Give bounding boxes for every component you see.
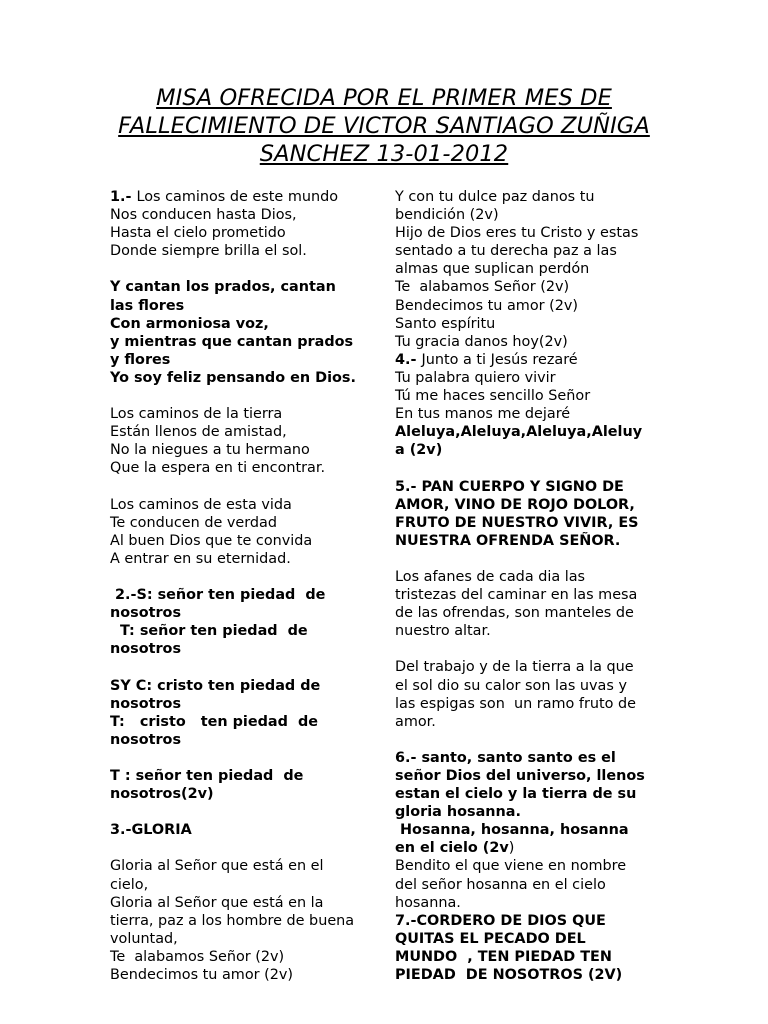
text-line (110, 767, 378, 785)
text-run: Gloria al Señor que está en la (110, 894, 324, 911)
text-line (395, 749, 665, 767)
text-run: Te alabamos Señor (2v) (110, 948, 285, 965)
text-line (395, 405, 665, 423)
text-line (110, 713, 378, 731)
text-run: las flores (110, 297, 185, 314)
text-line (395, 387, 665, 405)
text-run: Hasta el cielo prometido (110, 225, 286, 242)
text-line (395, 713, 665, 731)
text-run: almas que suplican perdón (395, 261, 590, 278)
text-run: hosanna. (395, 894, 461, 911)
text-run: voluntad, (110, 930, 178, 947)
paragraph-gap (395, 640, 665, 658)
text-line (395, 948, 665, 966)
text-run: nosotros (110, 695, 182, 712)
text-line (395, 803, 665, 821)
text-run: Que la espera en ti encontrar. (110, 460, 326, 477)
text-line (395, 586, 665, 604)
text-line (395, 695, 665, 713)
text-line (395, 532, 665, 550)
text-line (110, 206, 378, 224)
text-run: Tu palabra quiero vivir (395, 369, 556, 386)
text-run: En tus manos me dejaré (395, 406, 571, 423)
text-line (110, 876, 378, 894)
text-run: Los afanes de cada dia las (395, 568, 586, 585)
text-run: nosotros (110, 605, 182, 622)
text-run: PIEDAD DE NOSOTROS (2V) (395, 967, 623, 984)
text-line (110, 441, 378, 459)
text-line (110, 333, 378, 351)
text-run: T: señor ten piedad de (110, 623, 308, 640)
text-run: Te conducen de verdad (110, 514, 278, 531)
text-run: T : señor ten piedad de (110, 768, 304, 784)
paragraph-gap (110, 568, 378, 586)
text-line (395, 767, 665, 785)
text-line (395, 351, 665, 369)
text-run: AMOR, VINO DE ROJO DOLOR, (395, 496, 635, 513)
text-run: nosotros(2v) (110, 786, 214, 803)
text-line (395, 839, 665, 857)
text-run: Los caminos de la tierra (110, 406, 283, 423)
text-line (110, 278, 378, 296)
text-run: a (2v) (395, 442, 443, 459)
text-line (395, 242, 665, 260)
text-line (110, 351, 378, 369)
text-line (110, 966, 378, 984)
text-line (395, 821, 665, 839)
text-line (395, 677, 665, 695)
text-run: Santo espíritu (395, 315, 496, 332)
text-line (395, 785, 665, 803)
text-run: Yo soy feliz pensando en Dios. (110, 369, 356, 386)
text-line (395, 423, 665, 441)
text-line (395, 876, 665, 894)
text-line (110, 315, 378, 333)
text-line (395, 441, 665, 459)
paragraph-gap (110, 658, 378, 676)
text-run: Los caminos de este mundo (136, 189, 339, 205)
text-line (110, 821, 378, 839)
text-line (395, 604, 665, 622)
text-line (110, 532, 378, 550)
text-run: Hosanna, hosanna, hosanna (395, 822, 629, 839)
text-line (110, 242, 378, 260)
text-run: Bendecimos tu amor (2v) (110, 967, 294, 984)
text-run: Nos conducen hasta Dios, (110, 207, 297, 224)
paragraph-gap (110, 749, 378, 767)
text-line (110, 586, 378, 604)
text-run: 4.- (395, 351, 422, 368)
text-run: de las ofrendas, son manteles de (395, 605, 634, 622)
text-run: Tú me haces sencillo Señor (395, 388, 591, 405)
text-run: gloria hosanna. (395, 804, 521, 821)
paragraph-gap (110, 260, 378, 278)
text-run: QUITAS EL PECADO DEL (395, 930, 586, 947)
text-run: nosotros (110, 641, 182, 658)
text-run: No la niegues a tu hermano (110, 442, 310, 459)
text-line (110, 695, 378, 713)
text-run: nuestro altar. (395, 623, 491, 640)
text-line (395, 206, 665, 224)
paragraph-gap (110, 387, 378, 405)
text-run: Gloria al Señor que está en el (110, 858, 324, 875)
text-line (395, 930, 665, 948)
left-column (110, 188, 378, 984)
text-line (110, 297, 378, 315)
text-run: Aleluya,Aleluya,Aleluya,Aleluy (395, 424, 643, 441)
paragraph-gap (395, 550, 665, 568)
text-run: T: cristo ten piedad de (110, 713, 319, 730)
text-run: 1.- (110, 189, 137, 205)
document-title: MISA OFRECIDA POR EL PRIMER MES DE FALLECIMIENTO DE VICTOR SANTIAGO ZUÑIGA SANCHEZ 13-01-2012 (118, 85, 650, 167)
text-line (395, 224, 665, 242)
paragraph-gap (110, 803, 378, 821)
text-run: y mientras que cantan prados (110, 333, 354, 350)
text-run: Los caminos de esta vida (110, 496, 292, 513)
text-run: SY C: cristo ten piedad de (110, 677, 321, 694)
text-run: A entrar en su eternidad. (110, 550, 291, 567)
text-line (395, 496, 665, 514)
text-run: Y cantan los prados, cantan (110, 279, 336, 296)
paragraph-gap (110, 839, 378, 857)
text-run: 2.-S: señor ten piedad de (110, 587, 326, 604)
text-run: cielo, (110, 876, 149, 893)
text-line (395, 369, 665, 387)
text-line (110, 894, 378, 912)
text-line (110, 948, 378, 966)
text-line (110, 785, 378, 803)
text-line (395, 514, 665, 532)
paragraph-gap (110, 478, 378, 496)
text-run: del señor hosanna en el cielo (395, 876, 606, 893)
text-run: nosotros (110, 731, 182, 748)
text-run: 7.-CORDERO DE DIOS QUE (395, 912, 606, 929)
text-line (110, 405, 378, 423)
text-line (110, 677, 378, 695)
text-line (110, 514, 378, 532)
text-run: Junto a ti Jesús rezaré (421, 351, 578, 368)
text-run: Tu gracia danos hoy(2v) (395, 333, 568, 350)
text-run: tristezas del caminar en las mesa (395, 587, 638, 604)
text-run: sentado a tu derecha paz a las (395, 243, 617, 260)
text-line (110, 622, 378, 640)
text-run: MUNDO , TEN PIEDAD TEN (395, 948, 612, 965)
text-run: Te alabamos Señor (2v) (395, 279, 570, 296)
text-line (395, 568, 665, 586)
text-run: NUESTRA OFRENDA SEÑOR. (395, 532, 621, 549)
text-run: Bendecimos tu amor (2v) (395, 297, 579, 314)
text-line (110, 550, 378, 568)
text-line (395, 478, 665, 496)
text-line (110, 496, 378, 514)
text-line (395, 912, 665, 930)
text-line (110, 188, 378, 206)
text-line (110, 224, 378, 242)
paragraph-gap (395, 731, 665, 749)
text-line (395, 894, 665, 912)
text-line (395, 658, 665, 676)
text-run: Bendito el que viene en nombre (395, 858, 627, 875)
text-run: el sol dio su calor son las uvas y (395, 677, 627, 694)
text-run: Están llenos de amistad, (110, 424, 287, 441)
text-run: ) (508, 840, 515, 857)
text-run: Hijo de Dios eres tu Cristo y estas (395, 225, 639, 242)
right-column (395, 188, 665, 984)
text-run: Donde siempre brilla el sol. (110, 243, 307, 260)
text-line (110, 731, 378, 749)
text-run: en el cielo (2v (395, 840, 509, 857)
text-line (110, 423, 378, 441)
paragraph-gap (395, 459, 665, 477)
text-line (395, 966, 665, 984)
text-line (395, 333, 665, 351)
text-line (110, 857, 378, 875)
text-line (395, 188, 665, 206)
text-run: señor Dios del universo, llenos (395, 768, 645, 784)
text-line (110, 369, 378, 387)
text-line (395, 260, 665, 278)
text-run: 3.-GLORIA (110, 822, 192, 839)
text-run: tierra, paz a los hombre de buena (110, 912, 355, 929)
text-line (395, 297, 665, 315)
text-run: 5.- PAN CUERPO Y SIGNO DE (395, 478, 624, 495)
text-run: FRUTO DE NUESTRO VIVIR, ES (395, 514, 639, 531)
text-line (110, 640, 378, 658)
text-run: bendición (2v) (395, 207, 499, 224)
text-run: y flores (110, 351, 171, 368)
text-line (110, 912, 378, 930)
text-line (395, 278, 665, 296)
text-run: Y con tu dulce paz danos tu (395, 189, 595, 205)
text-run: las espigas son un ramo fruto de (395, 695, 637, 712)
text-line (110, 930, 378, 948)
text-run: Con armoniosa voz, (110, 315, 269, 332)
text-line (110, 459, 378, 477)
text-line (395, 622, 665, 640)
text-line (395, 315, 665, 333)
text-run: Al buen Dios que te convida (110, 532, 313, 549)
text-run: amor. (395, 713, 436, 730)
text-line (395, 857, 665, 875)
text-run: estan el cielo y la tierra de su (395, 786, 637, 803)
text-run: 6.- santo, santo santo es el (395, 749, 616, 766)
text-line (110, 604, 378, 622)
text-run: Del trabajo y de la tierra a la que (395, 659, 634, 676)
